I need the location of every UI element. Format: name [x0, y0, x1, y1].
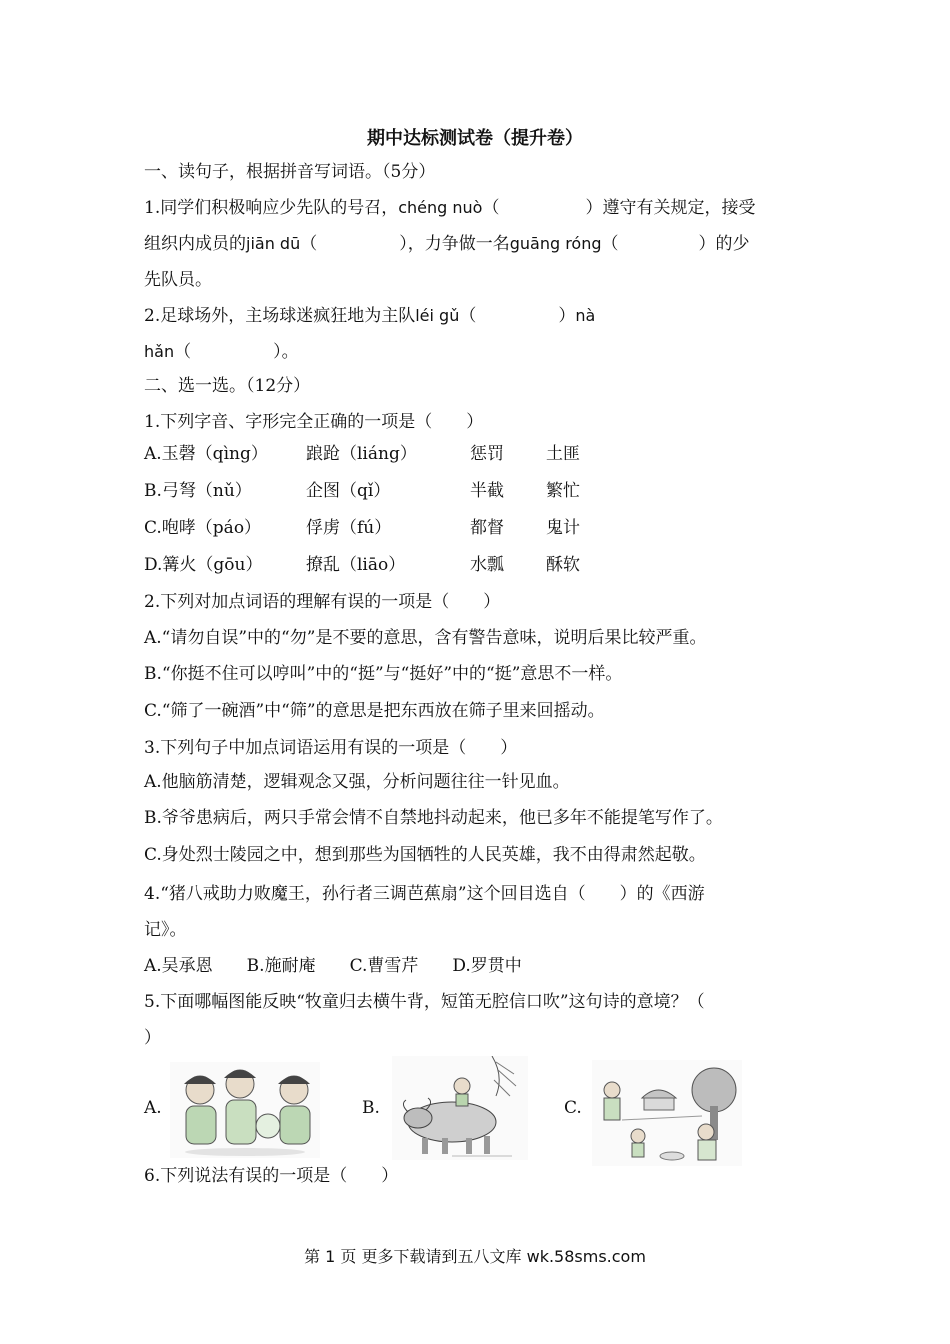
s2-q1-option-d: [144, 553, 804, 577]
option-d-word4: 酥软: [546, 555, 580, 575]
picture-label-a: A.: [144, 1098, 162, 1118]
s2-q1-option-b: [144, 479, 804, 503]
section1-heading: 一、读句子，根据拼音写词语。（5分）: [144, 162, 436, 182]
s2-q1-option-c: [144, 516, 804, 540]
s2-q4-line2: 记》。: [144, 920, 187, 940]
option-a-word1: A.玉磬（qìng）: [144, 444, 268, 464]
picture-label-c: C.: [564, 1098, 582, 1118]
pinyin-chengnuo: chéng nuò: [398, 198, 483, 217]
picture-label-b: B.: [362, 1098, 380, 1118]
s2-q4-line1: 4.“猪八戒助力败魔王，孙行者三调芭蕉扇”这个回目选自（ ）的《西游: [144, 884, 705, 904]
picture-village-scene[interactable]: [592, 1060, 742, 1166]
section2-heading: 二、选一选。（12分）: [144, 376, 311, 396]
s1-q1-line2: 组织内成员的jiān dū（ ），力争做一名guāng róng（ ）的少: [144, 234, 750, 254]
s2-q1-option-a: [144, 442, 804, 466]
option-b-word4: 繁忙: [546, 481, 580, 501]
s1-q1-text-e: 的少: [715, 234, 750, 254]
pinyin-han: hǎn: [144, 342, 175, 361]
s2-q5-line2: ）: [144, 1028, 161, 1048]
s1-q1-line1: 1.同学们积极响应少先队的号召，chéng nuò（ ）遵守有关规定，接受: [144, 198, 756, 218]
option-d-word2: 撩乱（liāo）: [306, 555, 406, 575]
s1-q1-text-c: 组织内成员的: [144, 234, 246, 254]
s1-q2-line2: hǎn（ ）。: [144, 342, 299, 362]
option-c-word3: 都督: [470, 518, 504, 538]
s1-q1-text-b: 遵守有关规定，接受: [602, 198, 756, 218]
s2-q4-options: A.吴承恩 B.施耐庵 C.曹雪芹 D.罗贯中: [144, 956, 522, 976]
option-c-word2: 俘虏（fú）: [306, 518, 392, 538]
option-a-word4: 土匪: [546, 444, 580, 464]
s2-q2-option-a: A.“请勿自误”中的“勿”是不要的意思，含有警告意味，说明后果比较严重。: [144, 628, 707, 648]
pinyin-jiandu: jiān dū: [246, 234, 301, 253]
s2-q2-option-b: B.“你挺不住可以哼叫”中的“挺”与“挺好”中的“挺”意思不一样。: [144, 664, 623, 684]
option-c-word1: C.咆哮（páo）: [144, 518, 262, 538]
s2-q6: 6.下列说法有误的一项是（ ）: [144, 1166, 399, 1186]
pinyin-guangrong: guāng róng: [509, 234, 602, 253]
page-footer: 第 1 页 更多下载请到五八文库 wk.58sms.com: [304, 1247, 646, 1266]
option-a-word2: 踉跄（liáng）: [306, 444, 417, 464]
option-b-word3: 半截: [470, 481, 504, 501]
page-title: 期中达标测试卷（提升卷）: [367, 128, 583, 149]
s2-q2: 2.下列对加点词语的理解有误的一项是（ ）: [144, 592, 501, 612]
s2-q3-option-c: C.身处烈士陵园之中，想到那些为国牺牲的人民英雄，我不由得肃然起敬。: [144, 845, 706, 865]
s1-q2-line1: 2.足球场外，主场球迷疯狂地为主队léi gǔ（ ）nà: [144, 306, 596, 326]
s2-q3: 3.下列句子中加点词语运用有误的一项是（ ）: [144, 738, 518, 758]
pinyin-na: nà: [575, 306, 596, 325]
option-d-word3: 水瓢: [470, 555, 504, 575]
s1-q1-text-d: ，力争做一名: [407, 234, 510, 254]
s1-q1-line3: 先队员。: [144, 270, 212, 290]
picture-children-lantern[interactable]: [170, 1062, 320, 1158]
option-b-word2: 企图（qǐ）: [306, 481, 391, 501]
pinyin-leigu: léi gǔ: [415, 306, 460, 325]
s2-q3-option-b: B.爷爷患病后，两只手常会情不自禁地抖动起来，他已多年不能提笔写作了。: [144, 808, 723, 828]
s2-q5-line1: 5.下面哪幅图能反映“牧童归去横牛背，短笛无腔信口吹”这句诗的意境？（: [144, 992, 705, 1012]
s1-q2-text-a: 2.足球场外，主场球迷疯狂地为主队: [144, 306, 416, 326]
s1-q2-end: 。: [281, 342, 299, 362]
picture-cowherd-ox[interactable]: [392, 1056, 528, 1160]
s2-q1: 1.下列字音、字形完全正确的一项是（ ）: [144, 412, 484, 432]
option-a-word3: 惩罚: [470, 444, 504, 464]
option-c-word4: 鬼计: [546, 518, 580, 538]
s1-q1-text-a: 1.同学们积极响应少先队的号召，: [144, 198, 399, 218]
s2-q2-option-c: C.“筛了一碗酒”中“筛”的意思是把东西放在筛子里来回摇动。: [144, 701, 605, 721]
option-b-word1: B.弓弩（nǔ）: [144, 481, 252, 501]
option-d-word1: D.篝火（gōu）: [144, 555, 263, 575]
s2-q3-option-a: A.他脑筋清楚，逻辑观念又强，分析问题往往一针见血。: [144, 772, 570, 792]
